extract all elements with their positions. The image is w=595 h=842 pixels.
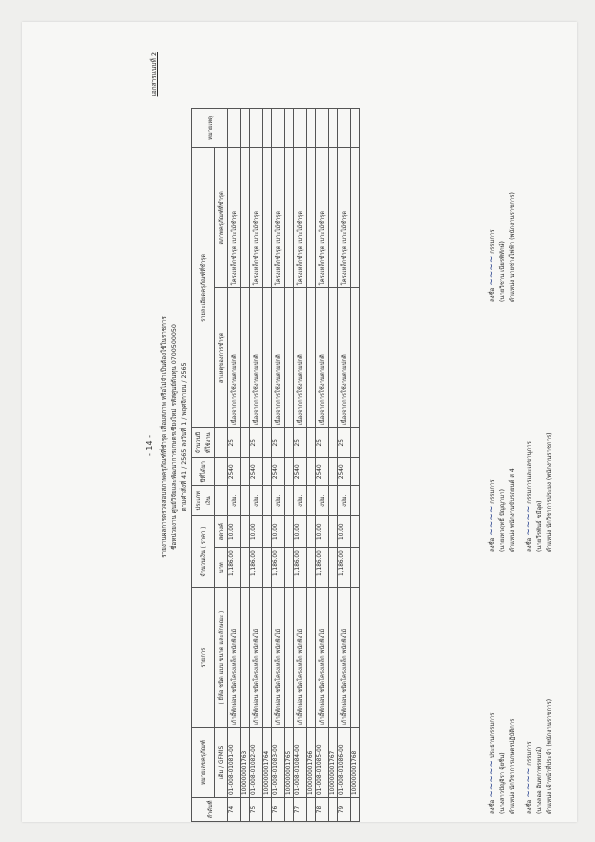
header-asset-no: หมายเลขครุภัณฑ์ (192, 728, 215, 798)
header-amount: จำนวนเงิน ( ราคา ) (192, 516, 215, 588)
document-page (22, 22, 577, 822)
used-cell: 25 (272, 428, 285, 458)
signer-name: (นายวิชาน เนียรพิทักษ์) (499, 241, 506, 302)
asset-code-cell: 01-008-01083-00 (272, 728, 285, 798)
signer-position: ตำแหน่ง นักวิชาการประมง (พนักงานราชการ) (546, 432, 553, 552)
satang-cell: 10.00 (272, 516, 285, 548)
header-item-sub: ( ยี่ห้อ ชนิด แบบ ขนาด และลักษณะ ) (215, 588, 228, 728)
asset-code-cell: 01-008-01084-00 (294, 728, 307, 798)
signature-member4: ลงชื่อ ~~~~ กรรมการ (นายวิชาน เนียรพิทักษ์) ตำแหน่ง นายช่างไฟฟ้า (พนักงานราชการ) (487, 102, 518, 302)
signer-name: (นางลออ อินทกาพรหมณ์) (536, 746, 543, 814)
gfmis-code-cell: 100000001766 (307, 728, 316, 798)
signer-position: ตำแหน่ง นักวิชาการเกษตรปฏิบัติการ (509, 718, 516, 814)
report-title: รายงานผลการตรวจสอบสภาพครุภัณฑ์ที่ชำรุด เสื่อมสภาพ หรือไม่จำเป็นต้องใช้ในราชการ (161, 316, 168, 558)
status-cell: เนื่องจากการใช้งานตามปกติ (338, 288, 351, 428)
gfmis-code-cell: 100000001765 (285, 728, 294, 798)
status-cell: เนื่องจากการใช้งานตามปกติ (316, 288, 329, 428)
type-cell: งปม. (316, 486, 329, 516)
asset-table (191, 52, 360, 822)
seq-cell: 78 (316, 798, 329, 822)
item-cell: เก้าอี้พักผ่อน ชนิดโครงเหล็ก พนักพิงไม้ (316, 588, 329, 728)
signer-position: ตำแหน่ง พนักงานขับรถยนต์ ส 4 (509, 468, 516, 552)
signer-position: ตำแหน่ง เจ้าหน้าที่ประจำ (พนักงานราชการ) (546, 698, 553, 814)
handwritten-signature: ~~~~ (524, 767, 534, 798)
asset-code-cell: 01-008-01081-00 (228, 728, 241, 798)
handwritten-signature: ~~~~ (487, 255, 497, 286)
item-cell: เก้าอี้พักผ่อน ชนิดโครงเหล็ก พนักพิงไม้ (294, 588, 307, 728)
table-row (250, 52, 263, 822)
page-number: - 14 - (145, 434, 154, 456)
detail-cell: โครงเหล็กชำรุด เบาะไม้ชำรุด (338, 148, 351, 288)
baht-cell: 1,186.00 (272, 548, 285, 588)
handwritten-signature: ~~~~~ (487, 760, 497, 798)
used-cell: 25 (316, 428, 329, 458)
used-cell: 25 (338, 428, 351, 458)
type-cell: งปม. (272, 486, 285, 516)
year-cell: 2540 (294, 458, 307, 486)
seq-cell: 74 (228, 798, 241, 822)
item-cell: เก้าอี้พักผ่อน ชนิดโครงเหล็ก พนักพิงไม้ (250, 588, 263, 728)
header-baht: บาท (215, 548, 228, 588)
gfmis-code-cell: 100000001763 (241, 728, 250, 798)
status-cell: เนื่องจากการใช้งานตามปกติ (250, 288, 263, 428)
header-item: รายการ (192, 588, 215, 728)
attachment-label: เอกสารแนบที่ 2 (150, 52, 158, 97)
seq-cell: 76 (272, 798, 285, 822)
handwritten-signature: ~~~~ (487, 505, 497, 536)
header-seq: ลำดับที่ (192, 798, 228, 822)
seq-cell: 79 (338, 798, 351, 822)
year-cell: 2540 (316, 458, 329, 486)
used-cell: 25 (228, 428, 241, 458)
baht-cell: 1,186.00 (316, 548, 329, 588)
asset-code-cell: 01-008-01086-00 (338, 728, 351, 798)
table-row (228, 52, 241, 822)
header-status: สาเหตุของการชำรุด (215, 288, 228, 428)
status-cell: เนื่องจากการใช้งานตามปกติ (272, 288, 285, 428)
header-condition: สภาพครุภัณฑ์ที่ชำรุด (215, 148, 228, 288)
type-cell: งปม. (250, 486, 263, 516)
gfmis-code-cell: 100000001768 (351, 728, 360, 798)
year-cell: 2540 (272, 458, 285, 486)
gfmis-code-cell: 100000001764 (263, 728, 272, 798)
satang-cell: 10.00 (228, 516, 241, 548)
satang-cell: 10.00 (250, 516, 263, 548)
item-cell: เก้าอี้พักผ่อน ชนิดโครงเหล็ก พนักพิงไม้ (338, 588, 351, 728)
table-row (294, 52, 307, 822)
seq-cell: 75 (250, 798, 263, 822)
signer-name: (นายเทวฤทธิ์ ปัญญามา) (499, 489, 506, 552)
baht-cell: 1,186.00 (250, 548, 263, 588)
detail-cell: โครงเหล็กชำรุด เบาะไม้ชำรุด (228, 148, 241, 288)
header-budget-type: ประเภทเงิน (192, 486, 215, 516)
status-cell: เนื่องจากการใช้งานตามปกติ (294, 288, 307, 428)
detail-cell: โครงเหล็กชำรุด เบาะไม้ชำรุด (272, 148, 285, 288)
asset-code-cell: 01-008-01085-00 (316, 728, 329, 798)
seq-cell: 77 (294, 798, 307, 822)
header-remarks: หมายเหตุ (192, 108, 228, 148)
detail-cell: โครงเหล็กชำรุด เบาะไม้ชำรุด (294, 148, 307, 288)
table-row (316, 52, 329, 822)
handwritten-signature: ~~~~ (524, 505, 534, 536)
header-asset-no-sub: เดิม / GFMIS (215, 728, 228, 798)
signer-name: (นายวีรพันธ์ ชมีอุต) (536, 500, 543, 552)
baht-cell: 1,186.00 (294, 548, 307, 588)
year-cell: 2540 (250, 458, 263, 486)
order-line: ตามคำสั่งที่ 41 / 2565 ลงวันที่ 1 / พฤศจิกายน / 2565 (181, 362, 188, 512)
baht-cell: 1,186.00 (338, 548, 351, 588)
satang-cell: 10.00 (338, 516, 351, 548)
baht-cell: 1,186.00 (228, 548, 241, 588)
header-satang: สตางค์ (215, 516, 228, 548)
signer-position: ตำแหน่ง นายช่างไฟฟ้า (พนักงานราชการ) (509, 192, 516, 302)
type-cell: งปม. (228, 486, 241, 516)
gfmis-code-cell: 100000001767 (329, 728, 338, 798)
satang-cell: 10.00 (294, 516, 307, 548)
signature-chair: ลงชื่อ ~~~~~ ประธานกรรมการ (นางสาวปัญจิรา จุ้ยชื่น) ตำแหน่ง นักวิชาการเกษตรปฏิบัติการ ลงชื่อ ~~~~ กรรมการ (นางลออ อินทกาพรหมณ์) ตำแหน่ง เจ้าหน้าที่ประจำ (พนักงานราชการ) (487, 614, 555, 814)
year-cell: 2540 (228, 458, 241, 486)
table-row (338, 52, 351, 822)
status-cell: เนื่องจากการใช้งานตามปกติ (228, 288, 241, 428)
header-details: รายละเอียดครุภัณฑ์ที่ชำรุด (192, 148, 215, 428)
rotated-landscape-content (137, 52, 582, 822)
satang-cell: 10.00 (316, 516, 329, 548)
signature-member2: ลงชื่อ ~~~~ กรรมการ (นายเทวฤทธิ์ ปัญญามา) ตำแหน่ง พนักงานขับรถยนต์ ส 4 ลงชื่อ ~~~~ กรรมการและเลขานุการ (นายวีรพันธ์ ชมีอุต) ตำแหน่ง นักวิชาการประมง (พนักงานราชการ) (487, 352, 555, 552)
signer-name: (นางสาวปัญจิรา จุ้ยชื่น) (499, 752, 506, 814)
agency-line: ชื่อหน่วยงาน ศูนย์วิจัยและพัฒนาการเกษตรเชียงใหม่ รหัสศูนย์ต้นทุน 0700500050 (171, 324, 178, 550)
detail-cell: โครงเหล็กชำรุด เบาะไม้ชำรุด (250, 148, 263, 288)
used-cell: 25 (250, 428, 263, 458)
header-years-used: จำนวนปีที่ใช้งาน (192, 428, 215, 458)
detail-cell: โครงเหล็กชำรุด เบาะไม้ชำรุด (316, 148, 329, 288)
year-cell: 2540 (338, 458, 351, 486)
table-row (272, 52, 285, 822)
asset-code-cell: 01-008-01082-00 (250, 728, 263, 798)
header-year: ปีที่ได้มา (192, 458, 215, 486)
type-cell: งปม. (338, 486, 351, 516)
item-cell: เก้าอี้พักผ่อน ชนิดโครงเหล็ก พนักพิงไม้ (272, 588, 285, 728)
used-cell: 25 (294, 428, 307, 458)
type-cell: งปม. (294, 486, 307, 516)
item-cell: เก้าอี้พักผ่อน ชนิดโครงเหล็ก พนักพิงไม้ (228, 588, 241, 728)
